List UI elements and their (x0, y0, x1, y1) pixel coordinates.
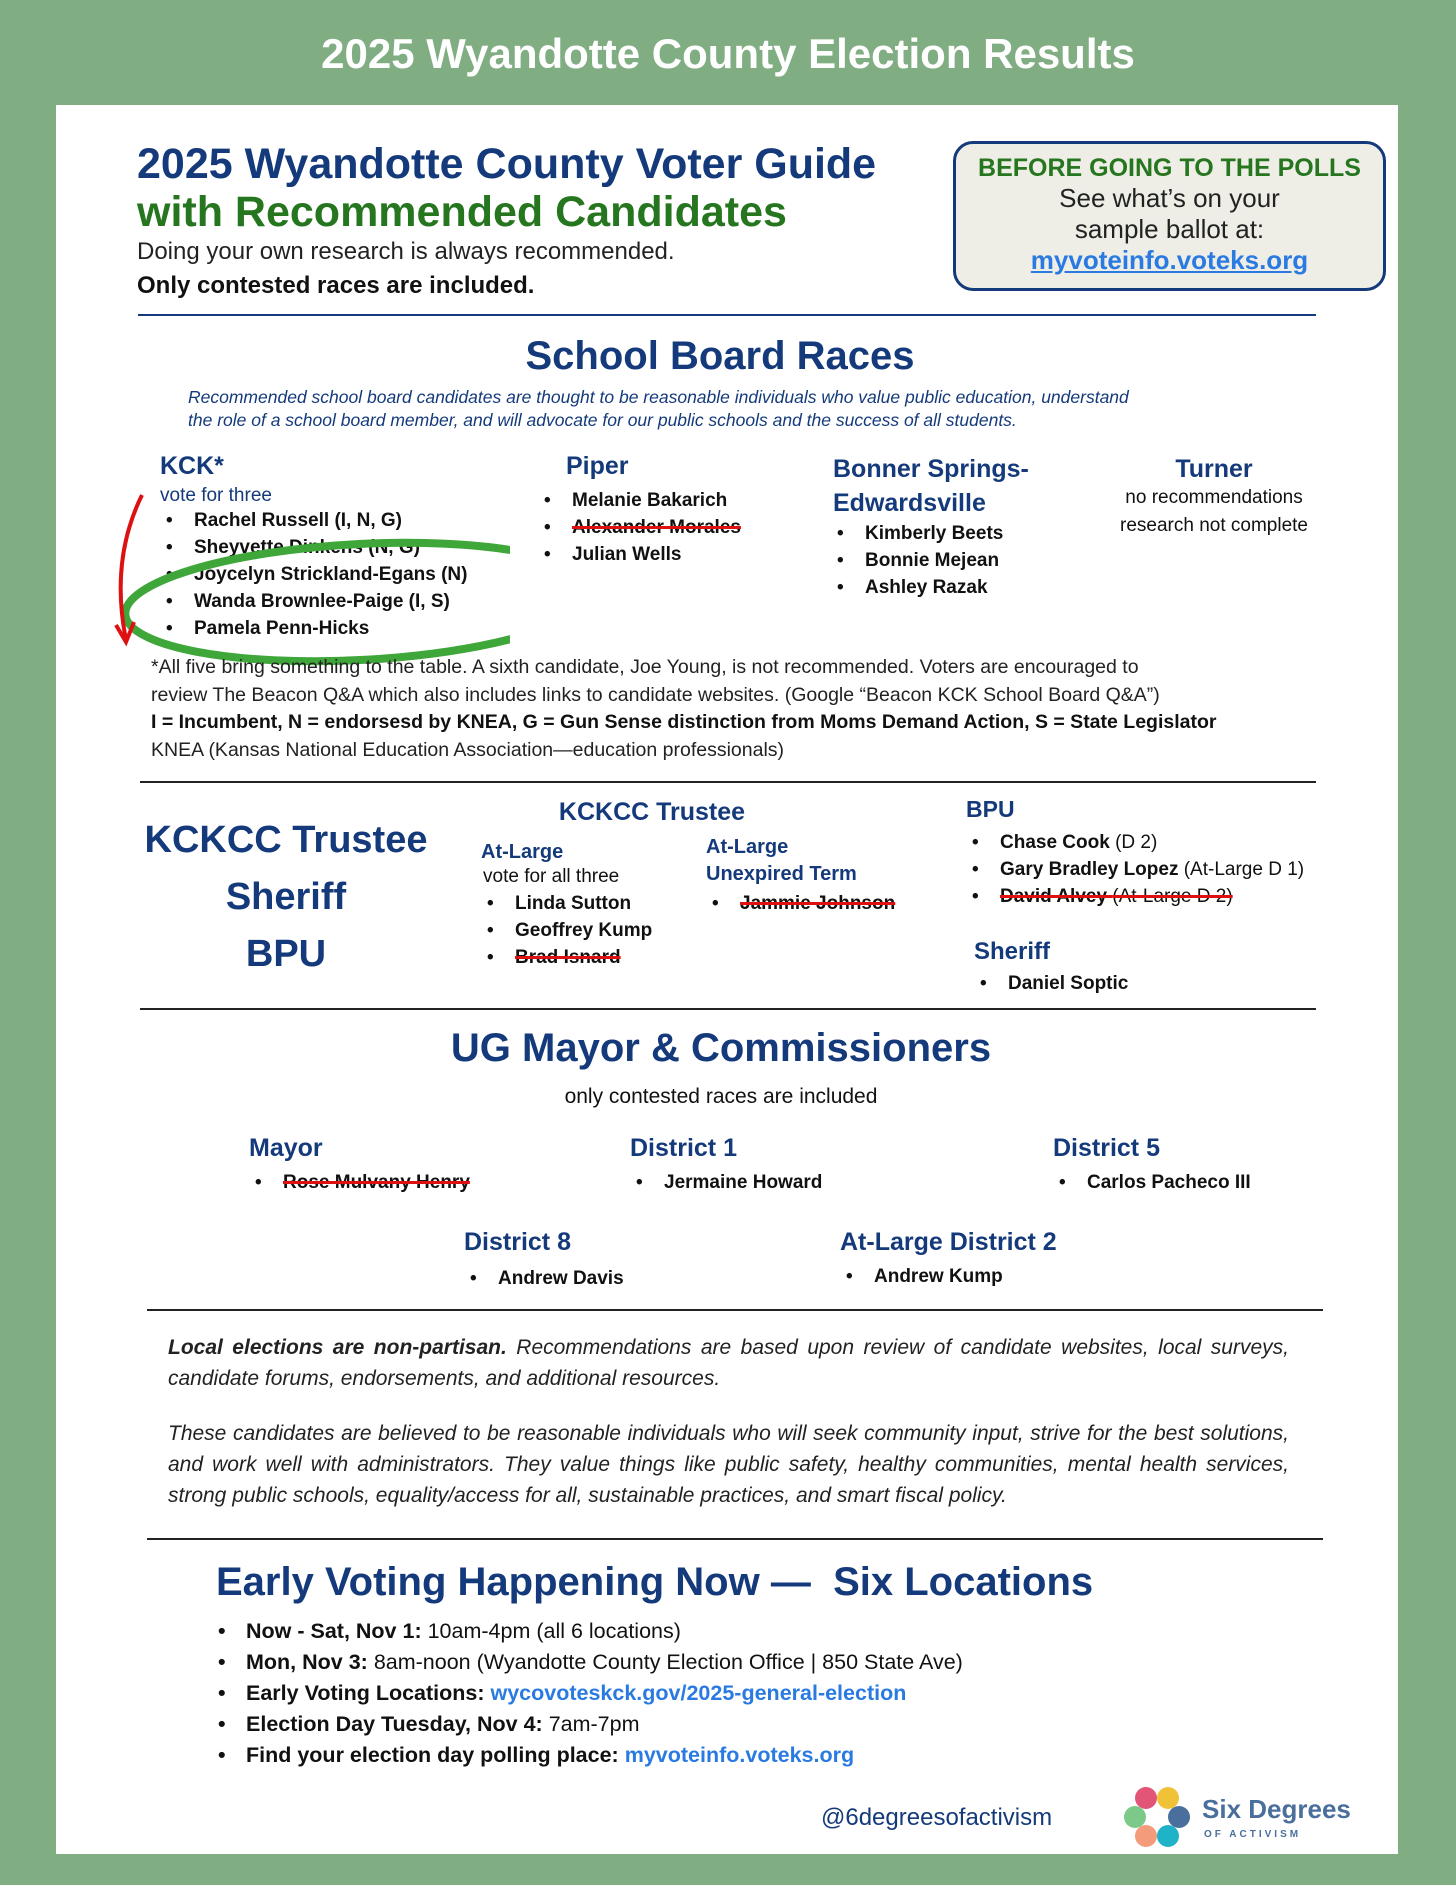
sheriff-heading: Sheriff (225, 876, 347, 918)
divider (138, 314, 1316, 316)
candidate-crossed: • Brad Isnard (481, 944, 652, 971)
candidate: • Rachel Russell (I, N, G) (160, 507, 467, 534)
piper-title: Piper (566, 452, 629, 480)
school-intro (188, 386, 1129, 432)
divider (140, 781, 1316, 783)
divider (140, 1008, 1316, 1010)
trustee-at-large (481, 839, 652, 971)
candidate: • Melanie Bakarich (538, 487, 741, 514)
footnote-line: KNEA (Kansas National Education Association—education professionals) (151, 738, 785, 761)
candidate: • Joycelyn Strickland-Egans (N) (160, 561, 467, 588)
kckcc-heading: KCKCC Trustee (144, 819, 428, 861)
candidate: • Wanda Brownlee-Paige (I, S) (160, 588, 467, 615)
early-item (212, 1709, 963, 1740)
race-title: District 1 (630, 1134, 737, 1162)
green-circle-icon (122, 532, 510, 670)
candidate-crossed: • Rose Mulvany Henry (249, 1169, 470, 1196)
intro-line: Recommended school board candidates are thought to be reasonable individuals who value public education, understand (188, 387, 1129, 407)
district5-race (1053, 1134, 1251, 1196)
sample-ballot-link[interactable]: myvoteinfo.voteks.org (1030, 245, 1309, 275)
contested-note: Only contested races are included. (137, 272, 535, 299)
candidate: • Julian Wells (538, 541, 741, 568)
kck-sub: vote for three (160, 485, 272, 506)
candidate (966, 856, 1304, 883)
kck-title: KCK* (160, 452, 224, 480)
candidate: • Pamela Penn-Hicks (160, 615, 467, 642)
ug-title: UG Mayor & Commissioners (450, 1026, 992, 1070)
ug-sub: only contested races are included (564, 1085, 878, 1108)
guide-subtitle: with Recommended Candidates (137, 188, 787, 236)
at-large-title: At-Large (481, 841, 564, 863)
banner-title: 2025 Wyandotte County Election Results (321, 30, 1135, 77)
item-label: Find your election day polling place: (246, 1743, 619, 1767)
district8-race (464, 1228, 624, 1292)
item-text: 10am-4pm (all 6 locations) (421, 1619, 681, 1643)
item-text: 7am-7pm (542, 1712, 640, 1736)
research-note: Doing your own research is always recommended. (137, 238, 675, 265)
candidate: • Daniel Soptic (974, 970, 1128, 997)
item-label: Now - Sat, Nov 1: (246, 1619, 422, 1643)
candidate: • Jermaine Howard (630, 1169, 822, 1196)
race-title: At-Large District 2 (840, 1228, 1057, 1256)
item-label: Election Day Tuesday, Nov 4: (246, 1712, 543, 1736)
candidate (966, 829, 1304, 856)
candidate-name: Gary Bradley Lopez (1000, 859, 1179, 880)
sheriff-title: Sheriff (974, 938, 1051, 965)
early-voting-title: Early Voting Happening Now — Six Locations (216, 1560, 1094, 1604)
red-arrow-icon (121, 495, 142, 640)
legend-line: I = Incumbent, N = endorsesd by KNEA, G = Gun Sense distinction from Moms Demand Action, S = State Legislator (151, 711, 1217, 734)
candidate-crossed: • Jammie Johnson (706, 890, 895, 917)
race-title: District 5 (1053, 1134, 1160, 1162)
at-large-d2-race (840, 1228, 1057, 1290)
school-footnote (151, 654, 1216, 764)
candidate: • Geoffrey Kump (481, 917, 652, 944)
candidate-name: David Alvey (1000, 886, 1108, 907)
early-item (212, 1647, 963, 1678)
early-item (212, 1678, 963, 1709)
bonner-title: Edwardsville (833, 489, 986, 517)
bonner-race (833, 452, 1029, 601)
footnote-line: *All five bring something to the table. A sixth candidate, Joe Young, is not recommended. Voters are encouraged to (151, 656, 1139, 678)
item-text: 8am-noon (Wyandotte County Election Office | 850 State Ave) (367, 1650, 963, 1674)
trustee-unexpired (706, 834, 895, 917)
turner-note: no recommendations (1125, 487, 1303, 508)
trustee-title: KCKCC Trustee (558, 798, 746, 826)
six-degrees-logo-icon (1122, 1786, 1192, 1848)
bpu-heading: BPU (245, 933, 327, 975)
candidate: • Andrew Kump (840, 1263, 1057, 1290)
at-large-sub: vote for all three (483, 866, 620, 887)
candidate-crossed: • Alexander Morales (538, 514, 741, 541)
polling-place-link[interactable]: myvoteinfo.voteks.org (624, 1743, 855, 1767)
mayor-race (249, 1134, 470, 1196)
candidate: • Andrew Davis (464, 1265, 624, 1292)
early-item (212, 1616, 963, 1647)
intro-line: the role of a school board member, and will advocate for our public schools and the success of all students. (188, 410, 1017, 430)
note-text: Recommendations are based upon review of candidate websites, local surveys, candidate forums, endorsements, and additional resources. (168, 1336, 1289, 1390)
callout-heading: BEFORE GOING TO THE POLLS (978, 154, 1361, 182)
unexpired-title: Unexpired Term (706, 863, 857, 885)
item-label: Early Voting Locations: (246, 1681, 485, 1705)
district1-race (630, 1134, 822, 1196)
footnote-line: review The Beacon Q&A which also includes links to candidate websites. (Google “Beacon KCK School Board Q&A”) (151, 683, 1160, 706)
unexpired-title: At-Large (706, 836, 789, 858)
candidate-note: (D 2) (1115, 832, 1158, 853)
candidate-note: (At-Large D 1) (1183, 859, 1305, 880)
bonner-title: Bonner Springs- (833, 455, 1029, 483)
candidate-name: Chase Cook (1000, 832, 1110, 853)
piper-race (566, 452, 741, 568)
candidate: • Ashley Razak (831, 574, 1029, 601)
early-item (212, 1740, 963, 1771)
bpu-race (966, 796, 1304, 910)
divider (147, 1309, 1323, 1311)
locations-link[interactable]: wycovoteskck.gov/2025-general-election (490, 1681, 907, 1705)
race-title: District 8 (464, 1228, 571, 1256)
candidate-note: (At-Large D 2) (1112, 886, 1233, 907)
turner-race (1084, 455, 1344, 540)
race-title: Mayor (249, 1134, 323, 1162)
candidate: • Sheyvette Dinkens (N, G) (160, 534, 467, 561)
early-voting-list (212, 1616, 963, 1771)
turner-title: Turner (1175, 455, 1253, 483)
item-label: Mon, Nov 3: (246, 1650, 368, 1674)
callout-line2: sample ballot at: (1074, 214, 1265, 244)
note-bold: Local elections are non-partisan. (168, 1336, 507, 1359)
mid-section-titles (136, 812, 436, 983)
candidate: • Linda Sutton (481, 890, 652, 917)
candidate: • Bonnie Mejean (831, 547, 1029, 574)
candidate: • Kimberly Beets (831, 520, 1029, 547)
school-board-title: School Board Races (525, 334, 915, 378)
sheriff-race (974, 938, 1128, 997)
polls-callout (953, 141, 1386, 291)
logo-subtext: OF ACTIVISM (1204, 1829, 1302, 1840)
turner-note: research not complete (1120, 515, 1308, 536)
guide-title: 2025 Wyandotte County Voter Guide (137, 140, 877, 188)
nonpartisan-note (168, 1332, 1289, 1394)
candidate: • Carlos Pacheco III (1053, 1169, 1251, 1196)
candidate-crossed (966, 883, 1304, 910)
callout-line1: See what’s on your (1059, 183, 1280, 213)
annotation-marks (110, 490, 510, 670)
social-handle: @6degreesofactivism (821, 1804, 1053, 1831)
divider (147, 1538, 1323, 1540)
bpu-title: BPU (966, 796, 1015, 822)
logo-text: Six Degrees (1202, 1794, 1351, 1824)
candidates-note: These candidates are believed to be reasonable individuals who will seek community input, strive for the best solutions, and work well with administrators. They value things like public safety, healthy communities, mental health services, strong public schools, equality/access for all, sustainable practices, and smart fiscal policy. (168, 1422, 1289, 1507)
